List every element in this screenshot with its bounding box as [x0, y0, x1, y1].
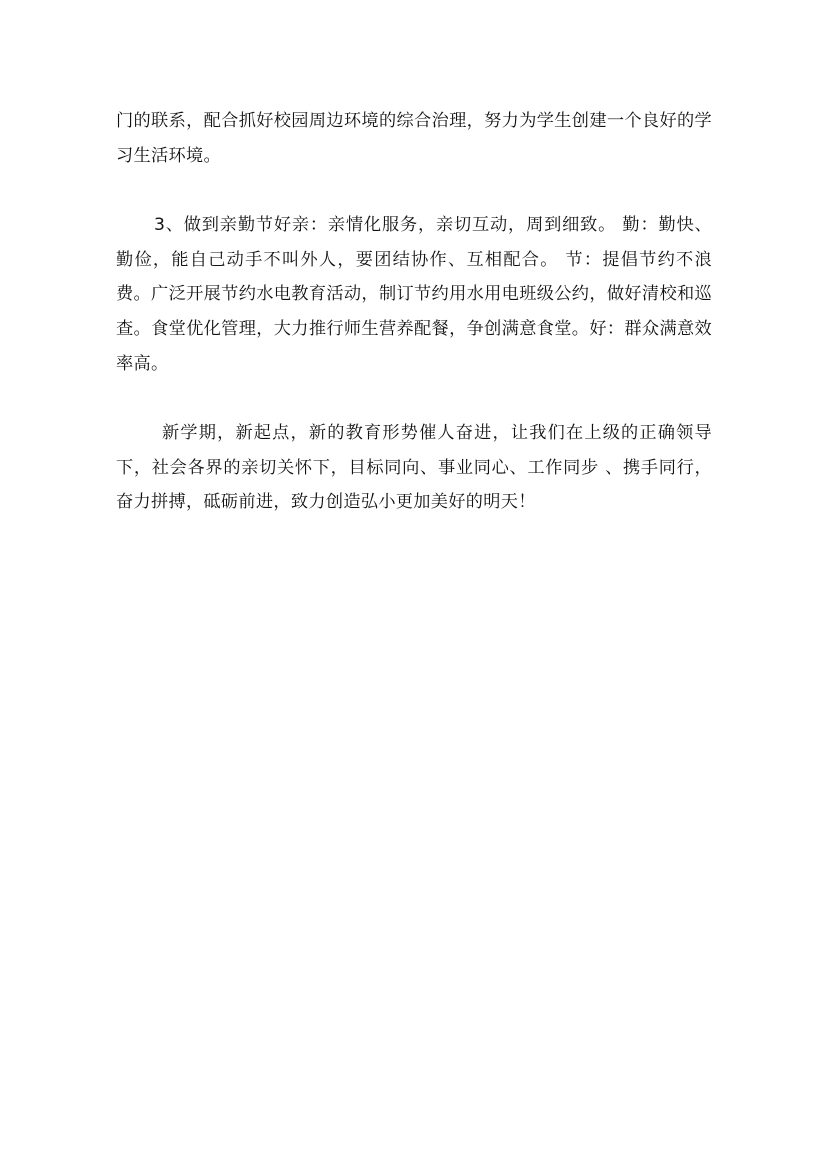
paragraph-continuation: 门的联系，配合抓好校园周边环境的综合治理，努力为学生创建一个良好的学习生活环境。 [116, 111, 712, 166]
paragraph-closing: 新学期，新起点，新的教育形势催人奋进，让我们在上级的正确领导下，社会各界的亲切关怀下，目标同向、事业同心、工作同步 、携手同行，奋力拼搏，砥砺前进，致力创造弘小更加美好的明天！ [116, 423, 712, 513]
document-body [116, 104, 712, 520]
paragraph-point-3: 3、做到亲勤节好亲：亲情化服务，亲切互动，周到细致。 勤：勤快、勤俭，能自己动手不叫外人，要团结协作、互相配合。 节：提倡节约不浪费。广泛开展节约水电教育活动，制订节约用水用电班级公约，做好清校和巡查。食堂优化管理，大力推行师生营养配餐，争创满意食堂。好：群众满意效率高。 [116, 215, 712, 374]
